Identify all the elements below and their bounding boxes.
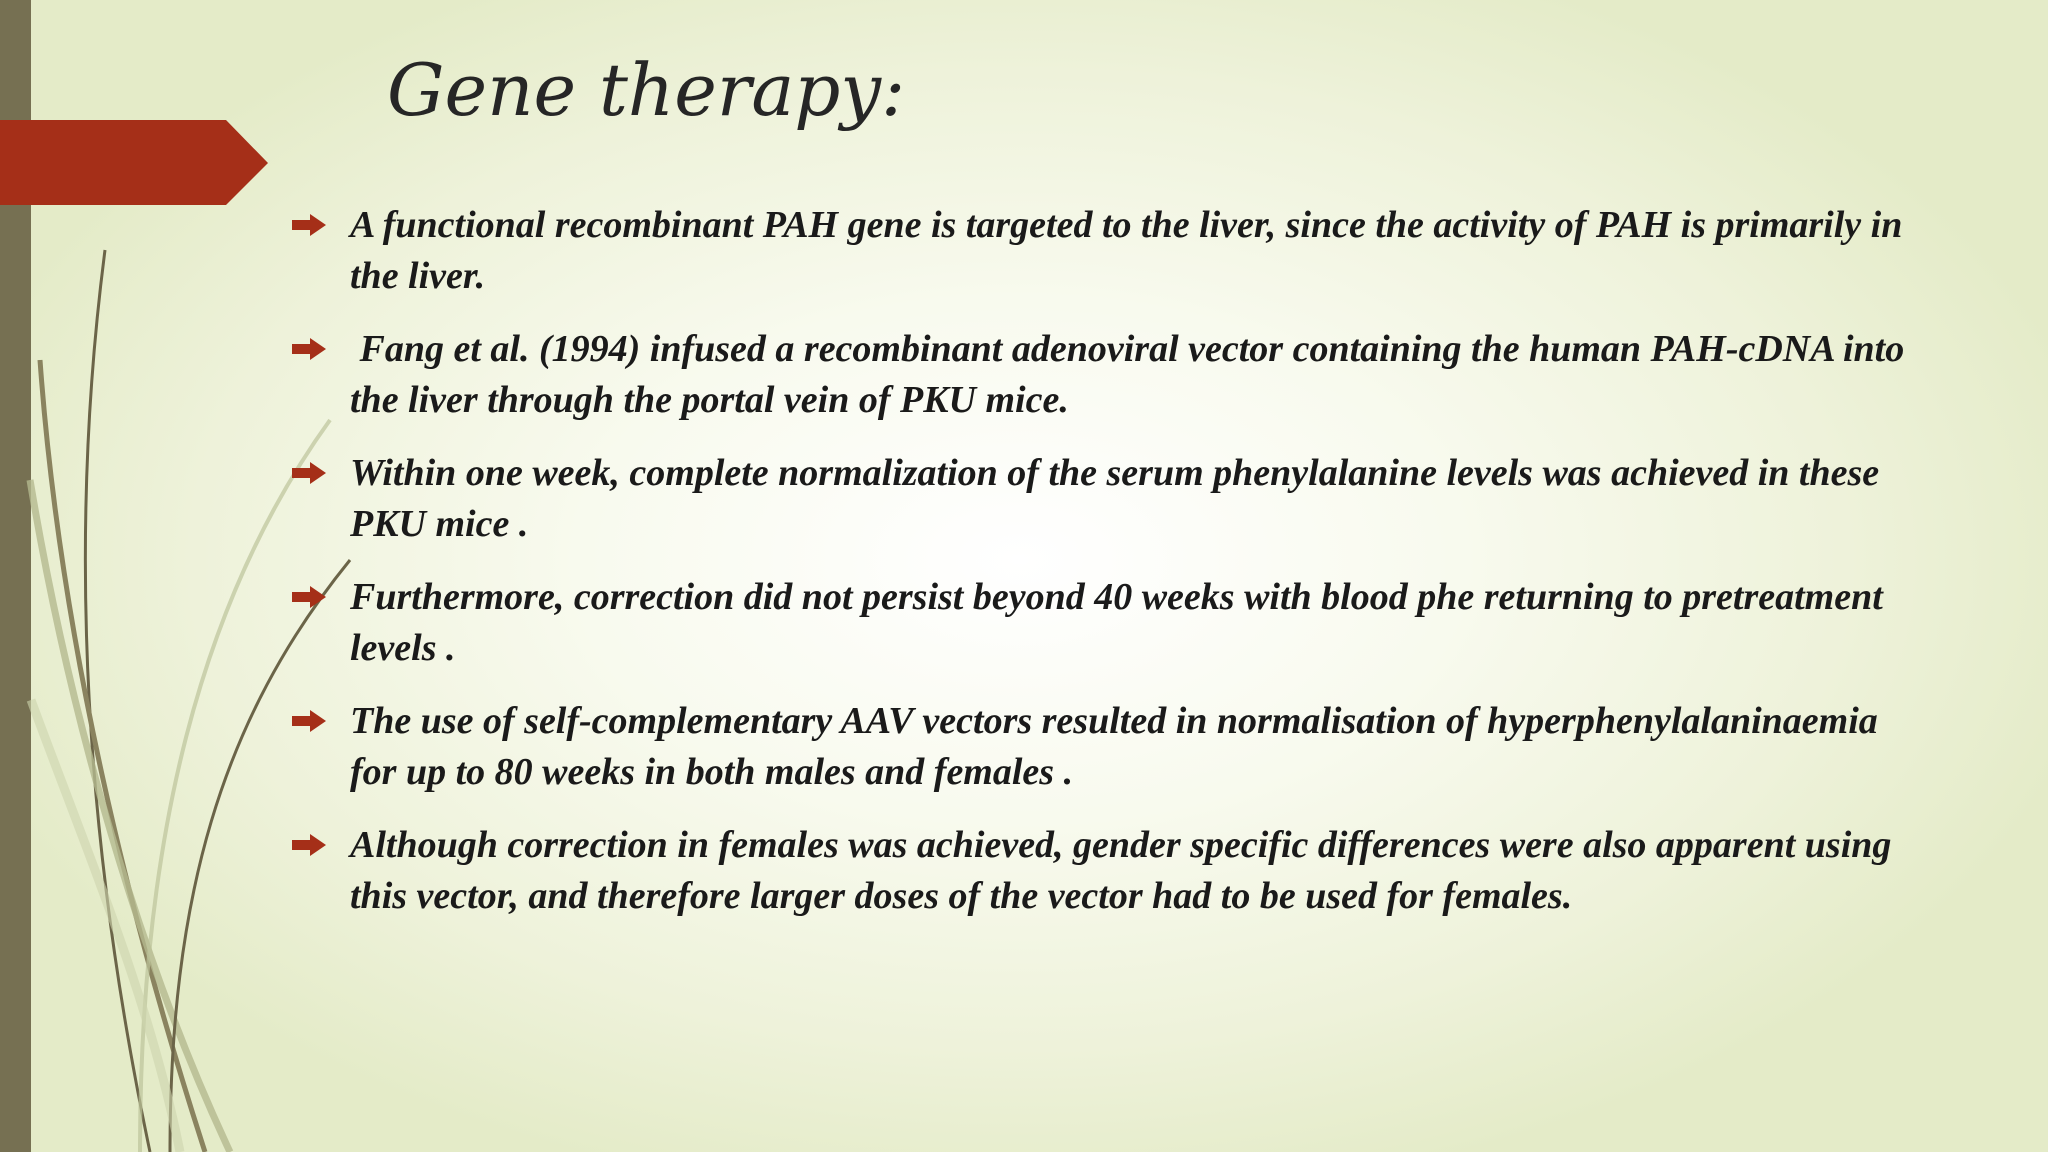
arrow-right-icon bbox=[292, 834, 326, 856]
bullet-text: The use of self-complementary AAV vectors resulted in normalisation of hyperphenylalaninaemia for up to 80 weeks in both males and females . bbox=[350, 700, 1878, 793]
bullet-text: Fang et al. (1994) infused a recombinant adenoviral vector containing the human PAH-cDNA into the liver through the portal vein of PKU mice. bbox=[350, 328, 1914, 421]
slide-title: Gene therapy: bbox=[387, 48, 906, 132]
bullet-item bbox=[292, 448, 1932, 550]
bullet-item bbox=[292, 572, 1932, 674]
bullet-item bbox=[292, 820, 1932, 922]
arrow-right-icon bbox=[292, 586, 326, 608]
arrow-right-icon bbox=[292, 710, 326, 732]
curve-line bbox=[85, 250, 150, 1152]
curve-line bbox=[31, 700, 180, 1152]
arrow-right-icon bbox=[292, 338, 326, 360]
bullet-item bbox=[292, 696, 1932, 798]
bullet-item bbox=[292, 200, 1932, 302]
bullet-item bbox=[292, 324, 1932, 426]
bullet-list bbox=[292, 200, 1932, 944]
arrow-right-icon bbox=[292, 214, 326, 236]
bullet-text: Although correction in females was achieved, gender specific differences were also apparent using this vector, and therefore larger doses of the vector had to be used for females. bbox=[350, 824, 1892, 917]
arrow-right-icon bbox=[292, 462, 326, 484]
bullet-text: A functional recombinant PAH gene is targeted to the liver, since the activity of PAH is primarily in the liver. bbox=[350, 204, 1903, 297]
title-accent-tab bbox=[0, 120, 268, 205]
bullet-text: Within one week, complete normalization of the serum phenylalanine levels was achieved in these PKU mice . bbox=[350, 452, 1880, 545]
bullet-text: Furthermore, correction did not persist beyond 40 weeks with blood phe returning to pretreatment levels . bbox=[350, 576, 1883, 669]
